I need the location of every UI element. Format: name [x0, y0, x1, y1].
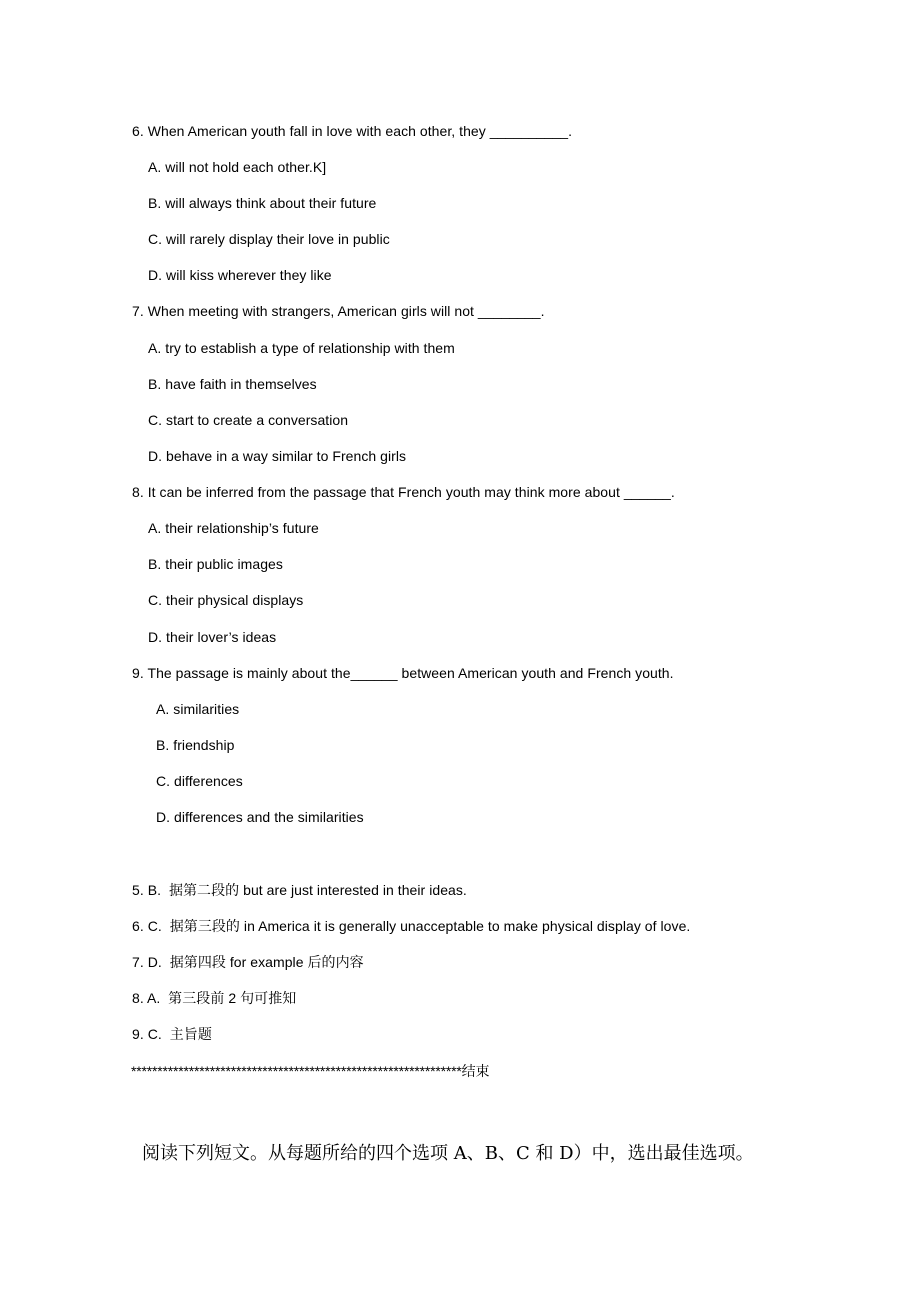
question-8-stem: 8. It can be inferred from the passage that French youth may think more about ______. [132, 484, 675, 500]
question-8-option-a: A. their relationship’s future [148, 520, 319, 536]
answer-9-note-cn: 主旨题 [169, 1027, 212, 1043]
answer-5 [132, 881, 467, 900]
answer-8-note-en: 2 [224, 990, 241, 1006]
question-9-option-b: B. friendship [156, 737, 235, 753]
question-9-option-d: D. differences and the similarities [156, 809, 364, 825]
question-6-option-b: B. will always think about their future [148, 195, 377, 211]
answer-7-note-cn: 据第四段 [169, 955, 226, 971]
answer-6-note-cn: 据第三段的 [169, 919, 240, 935]
answer-5-key: 5. B. [132, 882, 162, 898]
answer-6 [132, 917, 690, 936]
answer-9-key: 9. C. [132, 1026, 162, 1042]
answer-7-key: 7. D. [132, 954, 162, 970]
answer-5-note-cn: 据第二段的 [168, 883, 240, 899]
divider-end-label: 结束 [461, 1064, 490, 1080]
question-8-option-b: B. their public images [148, 556, 283, 572]
question-8-option-d: D. their lover’s ideas [148, 629, 277, 645]
answer-8-note-cn2: 句可推知 [240, 991, 297, 1007]
answer-7-note-cn2: 后的内容 [307, 955, 364, 971]
answer-6-note-en: in America it is generally unacceptable to make physical display of love. [239, 918, 691, 934]
answer-7-note-en: for example [225, 954, 308, 970]
question-6-option-a: A. will not hold each other.K] [148, 159, 327, 175]
divider-stars: *************************************************************** [131, 1063, 462, 1079]
answer-8-note-cn: 第三段前 [168, 991, 225, 1007]
answer-5-note-en: but are just interested in their ideas. [239, 882, 467, 898]
answer-7 [132, 953, 364, 972]
end-divider [131, 1062, 489, 1081]
answer-9 [132, 1025, 212, 1044]
question-8-option-c: C. their physical displays [148, 592, 304, 608]
question-7-option-b: B. have faith in themselves [148, 376, 317, 392]
question-7-option-d: D. behave in a way similar to French girls [148, 448, 407, 464]
question-9-stem: 9. The passage is mainly about the______ between American youth and French youth. [132, 665, 674, 681]
question-6-option-d: D. will kiss wherever they like [148, 267, 332, 283]
question-6-stem: 6. When American youth fall in love with each other, they __________. [132, 123, 573, 139]
answer-8 [132, 989, 296, 1008]
question-7-stem: 7. When meeting with strangers, American girls will not ________. [132, 303, 545, 319]
answer-6-key: 6. C. [132, 918, 162, 934]
question-9-option-c: C. differences [156, 773, 243, 789]
answer-8-key: 8. A. [132, 990, 161, 1006]
question-7-option-c: C. start to create a conversation [148, 412, 349, 428]
question-7-option-a: A. try to establish a type of relationship with them [148, 340, 455, 356]
reading-instruction: 阅读下列短文。从每题所给的四个选项 A、B、C 和 D）中，选出最佳选项。 [142, 1143, 754, 1164]
question-6-option-c: C. will rarely display their love in public [148, 231, 390, 247]
question-9-option-a: A. similarities [156, 701, 240, 717]
